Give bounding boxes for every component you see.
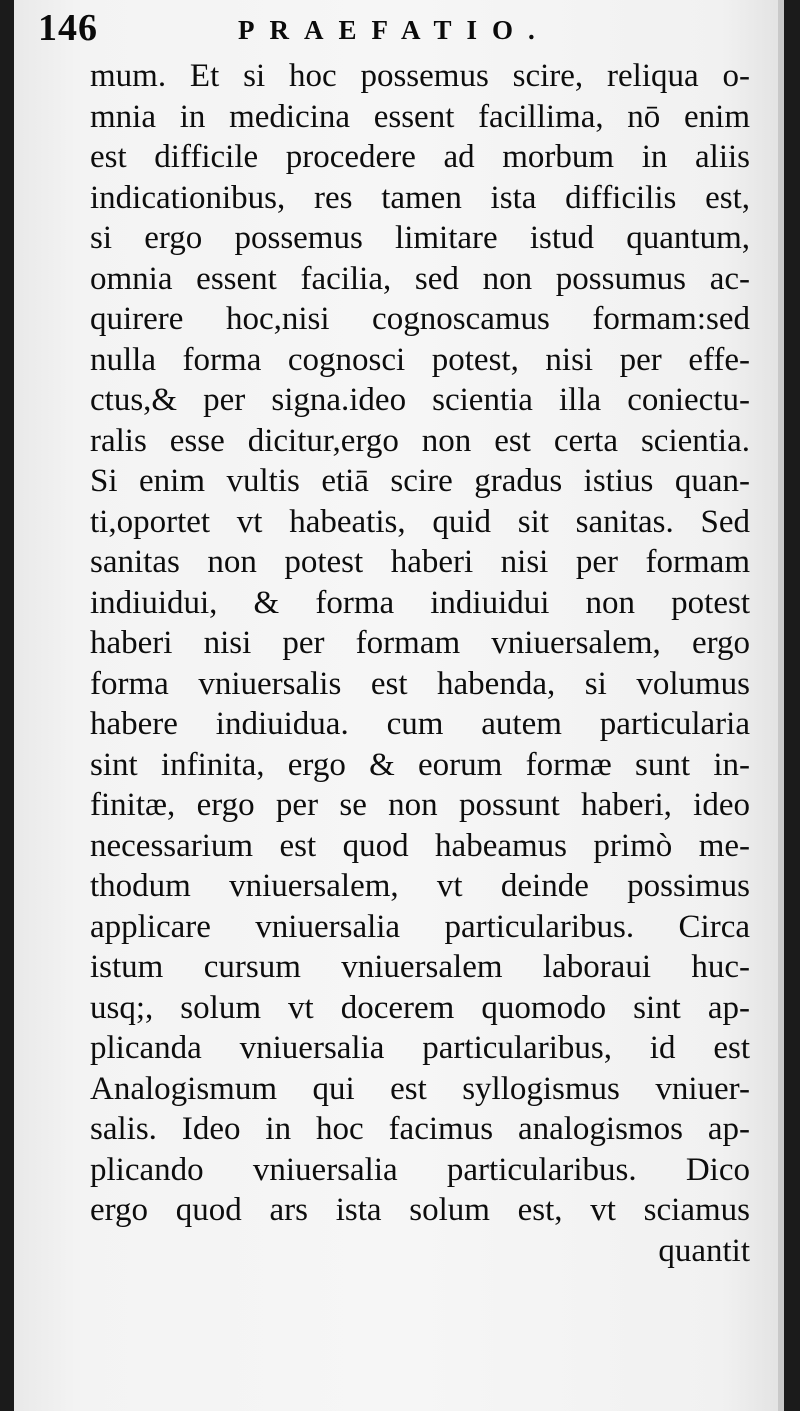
text-line: istum cursum vniuersalem laboraui huc- <box>90 949 750 985</box>
text-line: est difficile procedere ad morbum in aliis <box>90 139 750 175</box>
text-line: omnia essent facilia, sed non possumus ac- <box>90 260 750 297</box>
text-line: mnia in medicina essent facillima, nō enim <box>90 98 750 135</box>
text-line: indicationibus, res tamen ista difficilis est, <box>90 179 750 216</box>
text-line: ergo quod ars ista solum est, vt sciamus <box>90 1192 750 1228</box>
body-text <box>90 56 750 1271</box>
book-page <box>14 0 784 1411</box>
text-line: finitæ, ergo per se non possunt haberi, ideo <box>90 787 750 823</box>
text-line: si ergo possemus limitare istud quantum, <box>90 220 750 256</box>
text-line: salis. Ideo in hoc facimus analogismos ap- <box>90 1111 750 1147</box>
text-line: applicare vniuersalia particularibus. Circa <box>90 908 750 945</box>
page-edge <box>778 0 784 1411</box>
text-line: Analogismum qui est syllogismus vniuer- <box>90 1070 750 1107</box>
text-line: plicanda vniuersalia particularibus, id est <box>90 1030 750 1066</box>
text-line: usq;, solum vt docerem quomodo sint ap- <box>90 989 750 1026</box>
text-line: necessarium est quod habeamus primò me- <box>90 827 750 864</box>
text-line: ralis esse dicitur,ergo non est certa scientia. <box>90 422 750 459</box>
text-line: forma vniuersalis est habenda, si volumus <box>90 665 750 702</box>
text-line: quirere hoc,nisi cognoscamus formam:sed <box>90 301 750 337</box>
page-number: 146 <box>38 7 98 49</box>
text-line: nulla forma cognosci potest, nisi per effe- <box>90 341 750 378</box>
text-line: ctus,& per signa.ideo scientia illa coniectu- <box>90 382 750 418</box>
header-title: PRAEFATIO. <box>238 15 550 45</box>
text-line: Si enim vultis etiā scire gradus istius quan- <box>90 463 750 499</box>
text-line: sanitas non potest haberi nisi per formam <box>90 544 750 580</box>
text-line: ti,oportet vt habeatis, quid sit sanitas. Sed <box>90 503 750 540</box>
text-line: habere indiuidua. cum autem particularia <box>90 706 750 742</box>
running-head <box>38 6 784 50</box>
text-line: plicando vniuersalia particularibus. Dico <box>90 1151 750 1188</box>
text-line: sint infinita, ergo & eorum formæ sunt in- <box>90 746 750 783</box>
text-line: thodum vniuersalem, vt deinde possimus <box>90 868 750 904</box>
text-line: mum. Et si hoc possemus scire, reliqua o- <box>90 58 750 94</box>
text-line: indiuidui, & forma indiuidui non potest <box>90 584 750 621</box>
catchword: quantit <box>658 1232 750 1269</box>
text-line: haberi nisi per formam vniuersalem, ergo <box>90 625 750 661</box>
